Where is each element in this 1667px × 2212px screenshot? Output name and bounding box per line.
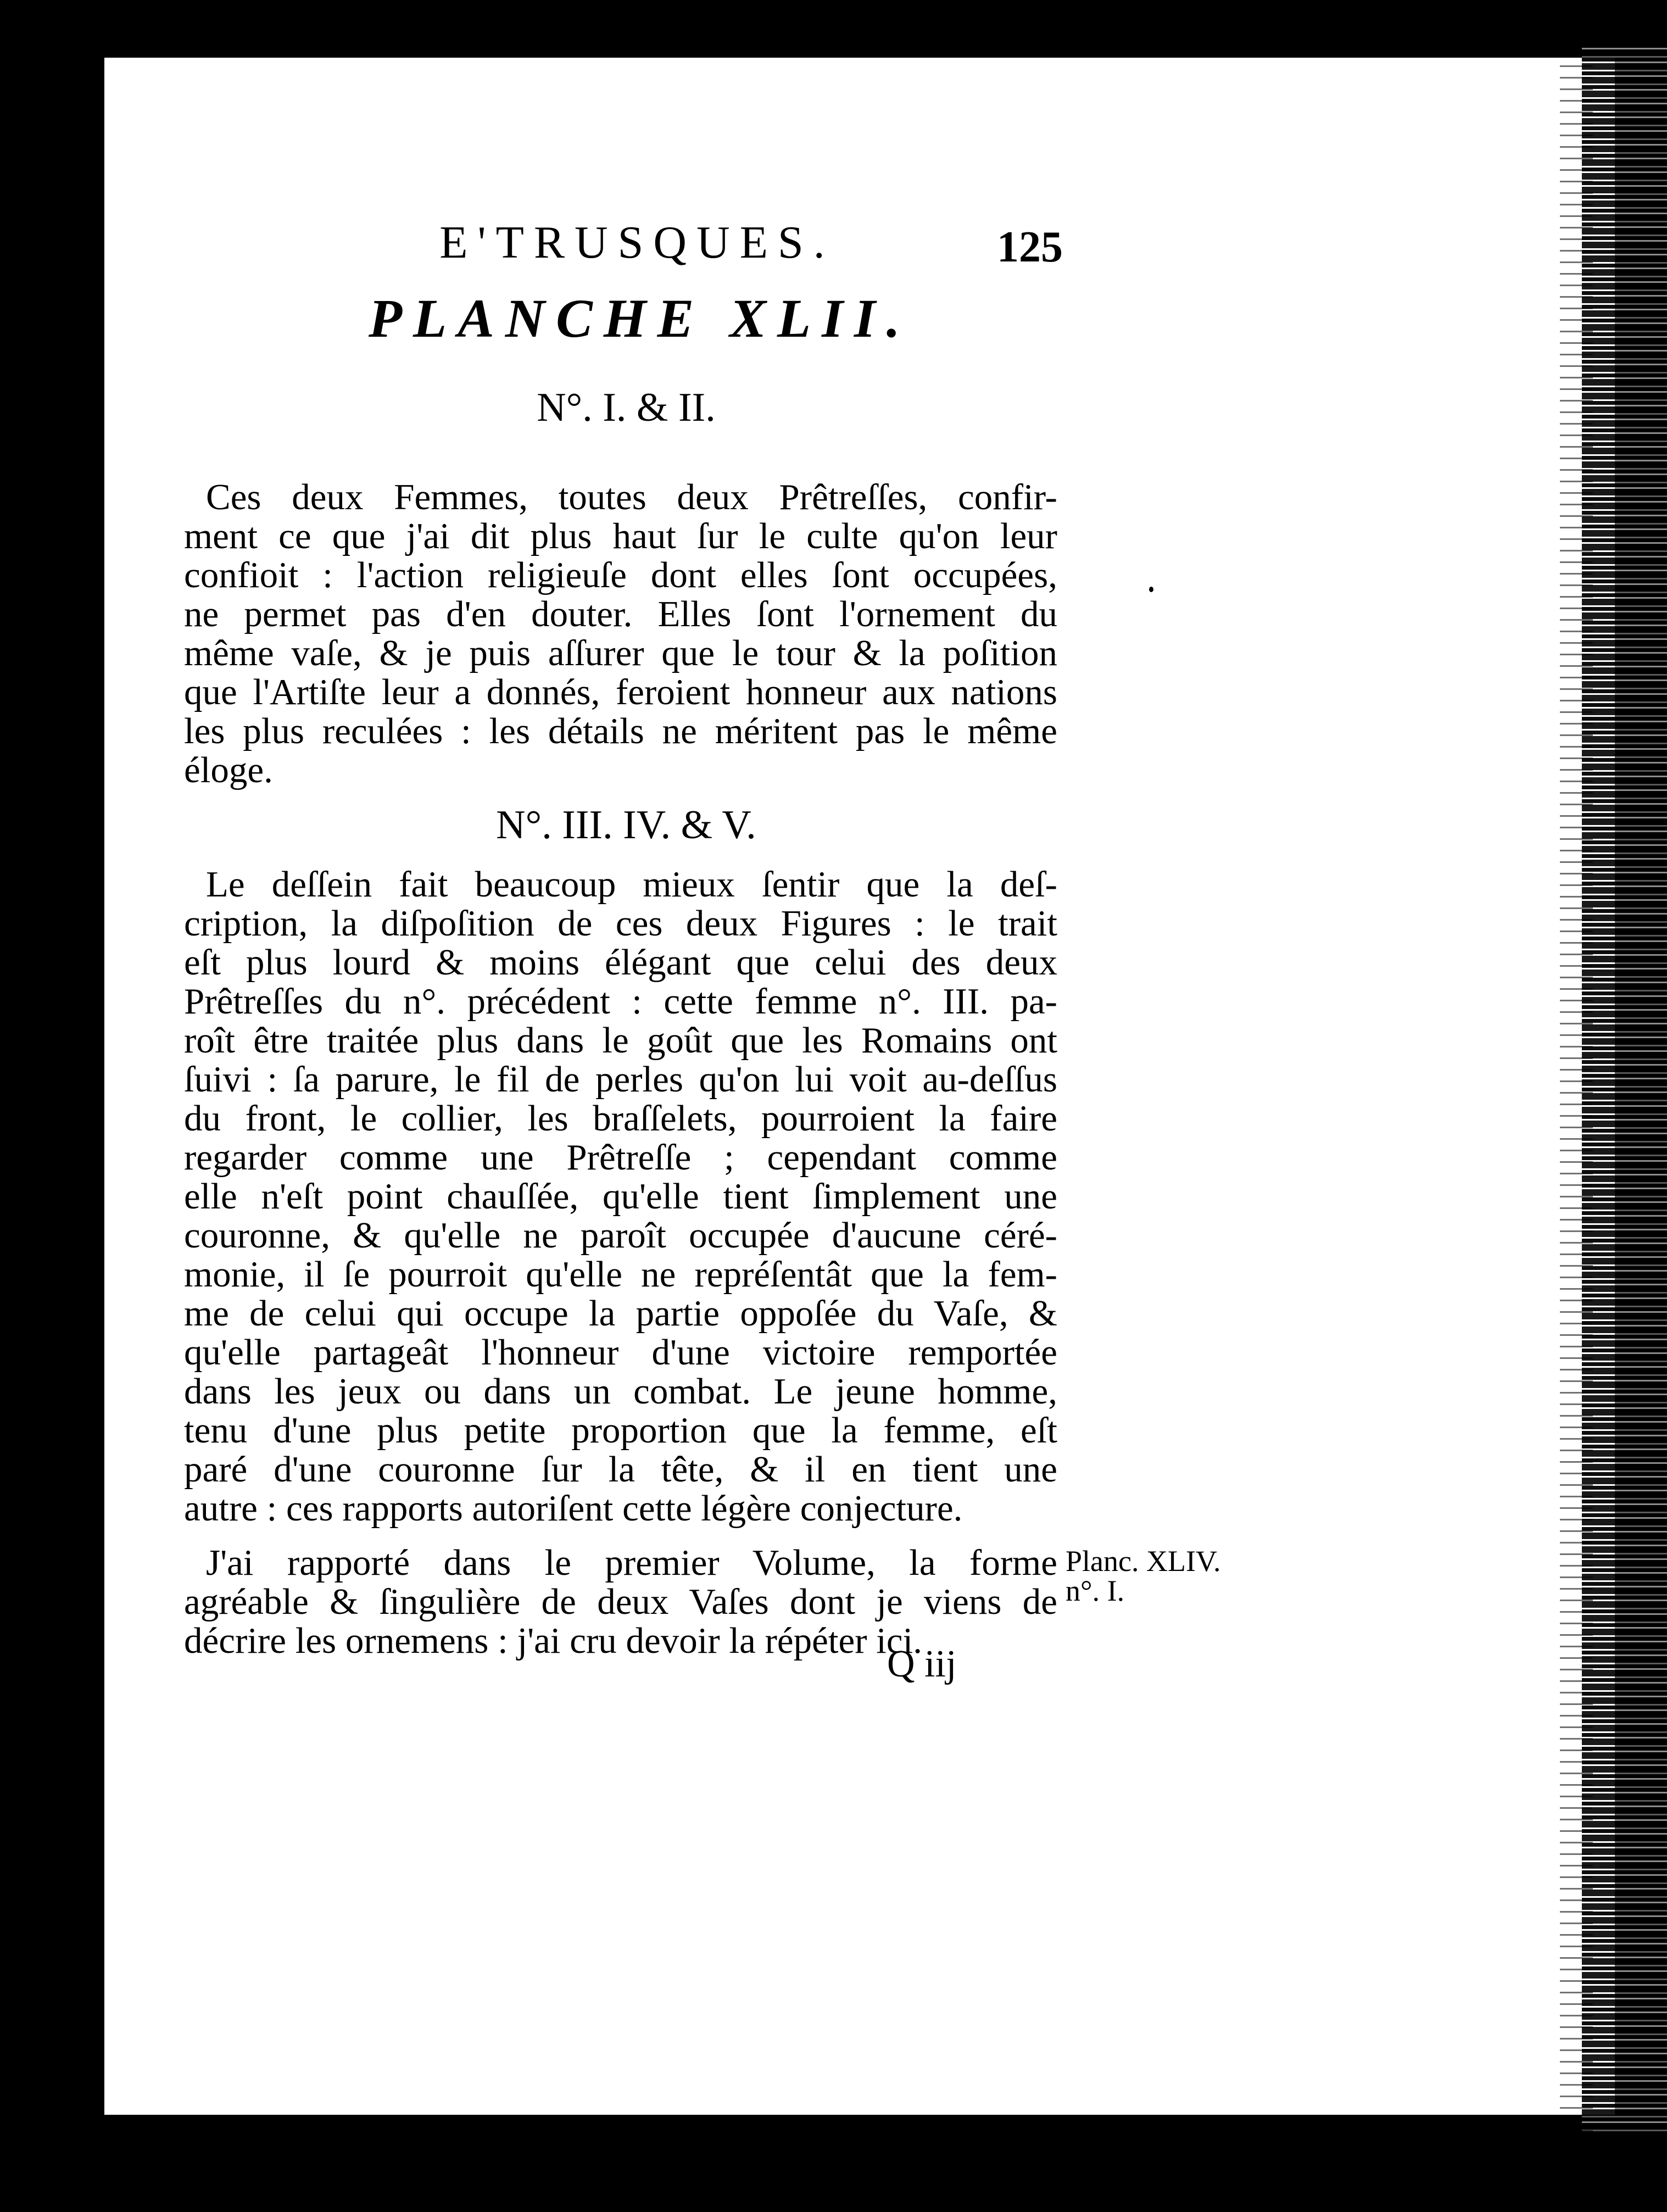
section-heading-1: N°. I. & II. [537,385,716,430]
text-line: elle n'eſt point chauſſée, qu'elle tient ſimplement une [184,1176,1057,1217]
margin-note-plate: Planc. XLIV. [1066,1545,1221,1578]
paragraph-2 [184,865,1057,1528]
text-line: eſt plus lourd & moins élégant que celui des deux [184,942,1057,983]
text-line: du front, le collier, les braſſelets, pourroient la faire [184,1098,1057,1139]
margin-note [1066,1546,1220,1606]
text-line: couronne, & qu'elle ne paroît occupée d'aucune céré- [184,1215,1057,1256]
page-binding-edge [1582,44,1667,2131]
text-line: cription, la diſpoſition de ces deux Figures : le trait [184,903,1057,944]
text-line: Le deſſein fait beaucoup mieux ſentir que la deſ- [206,864,1057,905]
text-line: qu'elle partageât l'honneur d'une victoire remportée [184,1332,1057,1373]
page-number: 125 [997,223,1063,271]
text-line: que l'Artiſte leur a donnés, feroient honneur aux nations [184,672,1057,712]
text-line: les plus reculées : les détails ne méritent pas le même [184,711,1057,751]
text-line: éloge. [184,750,273,790]
text-line: agréable & ſingulière de deux Vaſes dont je viens de [184,1581,1057,1622]
text-line: Prêtreſſes du n°. précédent : cette femme n°. III. pa- [184,981,1057,1022]
running-head: E'TRUSQUES. [439,217,835,268]
text-line: ment ce que j'ai dit plus haut ſur le culte qu'on leur [184,516,1057,556]
text-line: J'ai rapporté dans le premier Volume, la forme [206,1542,1057,1583]
text-line: tenu d'une plus petite proportion que la femme, eſt [184,1410,1057,1451]
text-line: me de celui qui occupe la partie oppoſée du Vaſe, & [184,1293,1057,1334]
ink-speck [1149,587,1153,592]
text-line: ſuivi : ſa parure, le fil de perles qu'on lui voit au-deſſus [184,1059,1057,1100]
text-line: paré d'une couronne ſur la tête, & il en tient une [184,1449,1057,1490]
margin-note-number: n°. I. [1066,1574,1125,1607]
paragraph-1 [184,478,1057,790]
signature-catchword: Q iij [887,1643,957,1685]
section-heading-2: N°. III. IV. & V. [496,803,756,848]
text-line: roît être traitée plus dans le goût que les Romains ont [184,1020,1057,1061]
text-line: monie, il ſe pourroit qu'elle ne repréſentât que la fem- [184,1254,1057,1295]
text-line: dans les jeux ou dans un combat. Le jeune homme, [184,1371,1057,1412]
text-line: ne permet pas d'en douter. Elles ſont l'ornement du [184,594,1057,634]
text-line: Ces deux Femmes, toutes deux Prêtreſſes, confir- [206,477,1057,517]
text-line: même vaſe, & je puis aſſurer que le tour & la poſition [184,633,1057,673]
plate-title: PLANCHE XLII. [369,288,911,349]
text-line: décrire les ornemens : j'ai cru devoir la répéter ici. [184,1620,922,1661]
text-line: autre : ces rapports autoriſent cette légère conjecture. [184,1488,963,1529]
text-line: regarder comme une Prêtreſſe ; cependant comme [184,1137,1057,1178]
text-line: confioit : l'action religieuſe dont elles ſont occupées, [184,555,1057,595]
